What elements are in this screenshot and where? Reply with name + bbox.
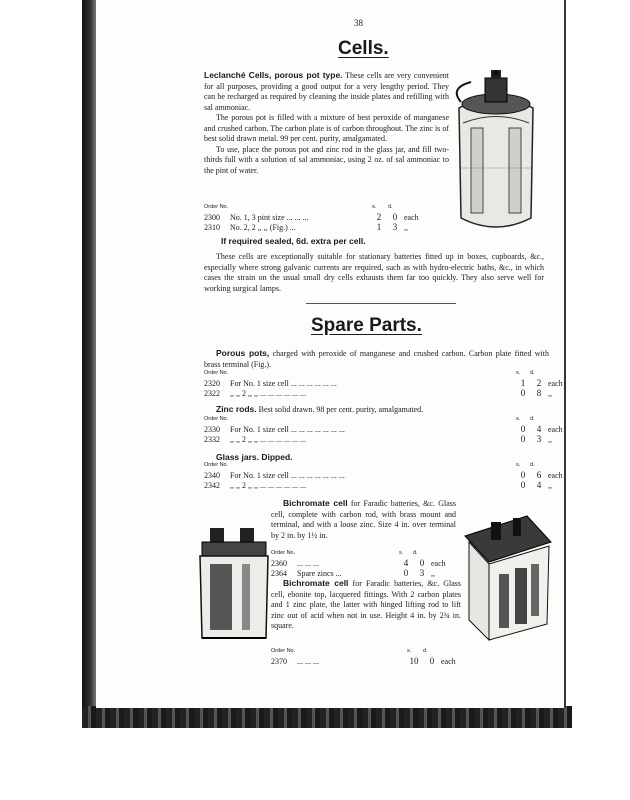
scan-edge-left bbox=[82, 0, 96, 720]
porous-pots-paragraph bbox=[204, 348, 549, 370]
cells-title: Cells. bbox=[338, 38, 389, 59]
shillings-label: s. bbox=[516, 416, 521, 422]
zinc-rods-text: Best solid drawn. 98 per cent. purity, amalgamated. bbox=[258, 405, 424, 414]
zinc-rods-heading: Zinc rods. bbox=[216, 404, 257, 414]
order-row bbox=[271, 656, 461, 666]
order-row bbox=[204, 388, 554, 398]
bichromate-cell-glass-illustration bbox=[196, 520, 274, 645]
order-header: Order No. bbox=[204, 370, 229, 376]
price-unit: ,, bbox=[431, 569, 435, 578]
leclanche-p3: To use, place the porous pot and zinc rod in the glass jar, and fill two-thirds full with a solution of sal ammoniac, using 2 oz. of sal ammoniac to the pint of water. bbox=[204, 144, 449, 175]
price-pence: 6 bbox=[536, 470, 542, 480]
sealed-note: If required sealed, 6d. extra per cell. bbox=[221, 236, 366, 246]
leclanche-intro-text: These cells are very convenient for all purposes, providing a good output for a very lengthy period. They can be recharged as required by cleaning the inside plates and refilling with sal ammoniac. bbox=[204, 71, 450, 112]
order-row bbox=[204, 424, 563, 434]
order-number: 2332 bbox=[204, 435, 220, 444]
leclanche-cell-illustration bbox=[441, 68, 551, 238]
order-description: For No. 1 size cell ... ... ... ... ... ... ... bbox=[230, 425, 345, 434]
order-row bbox=[204, 434, 554, 444]
leclanche-section bbox=[204, 70, 449, 176]
price-shillings: 0 bbox=[520, 388, 526, 398]
price-shillings: 1 bbox=[520, 378, 526, 388]
price-unit: each bbox=[404, 213, 419, 222]
order-description: ,, ,, 2 ,, ,, ... ... ... ... ... ... bbox=[230, 389, 306, 398]
order-description: No. 1, 3 pint size ... ... ... bbox=[230, 213, 309, 222]
price-shillings: 0 bbox=[403, 568, 409, 578]
catalogue-page bbox=[96, 0, 566, 708]
price-pence: 0 bbox=[419, 558, 425, 568]
price-shillings: 4 bbox=[403, 558, 409, 568]
price-shillings: 0 bbox=[520, 424, 526, 434]
order-header: Order No. bbox=[271, 550, 296, 556]
price-shillings: 0 bbox=[520, 434, 526, 444]
price-shillings: 1 bbox=[376, 222, 382, 232]
order-number: 2342 bbox=[204, 481, 220, 490]
price-unit: each bbox=[431, 559, 446, 568]
pence-label: d. bbox=[530, 416, 535, 422]
price-pence: 0 bbox=[429, 656, 435, 666]
order-number: 2300 bbox=[204, 213, 220, 222]
price-unit: ,, bbox=[548, 481, 552, 490]
bichromate-2-text: for Faradic batteries, &c. Glass cell, ebonite top, lacquered fittings. With 2 carbon plates and 1 zinc plate, the latter with hinged lifting rod to lift zinc out of acid when not in use. Height 4 in. by 2¾ in. square. bbox=[271, 579, 461, 630]
leclanche-heading: Leclanché Cells, porous pot type. bbox=[204, 70, 343, 80]
order-number: 2360 bbox=[271, 559, 287, 568]
pence-label: d. bbox=[530, 462, 535, 468]
price-shillings: 2 bbox=[376, 212, 382, 222]
porous-pots-heading: Porous pots, bbox=[216, 348, 270, 358]
order-header: Order No. bbox=[204, 416, 229, 422]
spare-parts-title: Spare Parts. bbox=[311, 315, 422, 336]
shillings-label: s. bbox=[516, 370, 521, 376]
order-number: 2370 bbox=[271, 657, 287, 666]
pence-label: d. bbox=[423, 648, 428, 654]
shillings-label: s. bbox=[399, 550, 404, 556]
zinc-rods-table bbox=[204, 416, 563, 444]
bichromate-cell-ebonite-illustration bbox=[461, 512, 553, 644]
leclanche-p2: The porous pot is filled with a mixture of best peroxide of manganese and crushed carbon. The carbon plate is of carbon throughout. The zinc is of best solid drawn metal. 99 per cent. purity, amalgamated. bbox=[204, 113, 449, 143]
price-pence: 0 bbox=[392, 212, 398, 222]
price-shillings: 0 bbox=[520, 480, 526, 490]
shillings-label: s. bbox=[372, 204, 377, 210]
bichromate-2-paragraph bbox=[271, 578, 461, 632]
order-row bbox=[204, 470, 563, 480]
zinc-rods-paragraph bbox=[204, 404, 549, 416]
price-shillings: 10 bbox=[409, 656, 419, 666]
order-description: Spare zincs ... bbox=[297, 569, 342, 578]
order-number: 2322 bbox=[204, 389, 220, 398]
bichromate-1-heading: Bichromate cell bbox=[283, 498, 348, 508]
order-number: 2310 bbox=[204, 223, 220, 232]
order-description: ... ... ... bbox=[297, 657, 319, 666]
price-pence: 3 bbox=[536, 434, 542, 444]
order-description: ... ... ... bbox=[297, 559, 319, 568]
cells-closing-paragraph: These cells are exceptionally suitable for stationary batteries fitted up in boxes, cupboards, &c., especially where strong galvanic currents are required, such as with hydro-electric baths, &c., in which cases the strain on the usual small dry cells exhausts them far too quickly. They also serve well for working surgical lamps. bbox=[204, 252, 544, 293]
price-pence: 2 bbox=[536, 378, 542, 388]
price-pence: 8 bbox=[536, 388, 542, 398]
order-header: Order No. bbox=[271, 648, 296, 654]
bichromate-1-table bbox=[271, 550, 461, 578]
order-description: No. 2, 2 ,, ,, (Fig.) ... bbox=[230, 223, 296, 232]
bichromate-2-table bbox=[271, 648, 461, 666]
leclanche-intro bbox=[204, 70, 449, 113]
order-number: 2320 bbox=[204, 379, 220, 388]
price-unit: each bbox=[548, 471, 563, 480]
scan-edge-bottom bbox=[82, 706, 572, 728]
order-number: 2364 bbox=[271, 569, 287, 578]
bichromate-1-text: for Faradic batteries, &c. Glass cell, complete with carbon rod, with brass mount and terminal, and with a loose zinc. Size 4 in. over terminal by 2 in. by 1½ in. bbox=[271, 499, 457, 540]
price-unit: ,, bbox=[548, 435, 552, 444]
order-description: For No. 1 size cell ... ... ... ... ... ... ... bbox=[230, 471, 345, 480]
price-unit: each bbox=[548, 379, 563, 388]
order-header: Order No. bbox=[204, 204, 229, 210]
shillings-label: s. bbox=[516, 462, 521, 468]
leclanche-order-table bbox=[204, 204, 449, 232]
porous-pots-text: charged with peroxide of manganese and crushed carbon. Carbon plate fitted with brass terminal (Fig.). bbox=[204, 349, 549, 369]
price-pence: 4 bbox=[536, 480, 542, 490]
order-row bbox=[271, 558, 461, 568]
glass-jars-heading: Glass jars. Dipped. bbox=[216, 452, 293, 462]
price-pence: 3 bbox=[419, 568, 425, 578]
order-header: Order No. bbox=[204, 462, 229, 468]
order-row bbox=[271, 568, 461, 578]
pence-label: d. bbox=[530, 370, 535, 376]
order-description: For No. 1 size cell ... ... ... ... ... ... bbox=[230, 379, 337, 388]
price-shillings: 0 bbox=[520, 470, 526, 480]
pence-label: d. bbox=[388, 204, 393, 210]
order-number: 2330 bbox=[204, 425, 220, 434]
price-pence: 3 bbox=[392, 222, 398, 232]
price-unit: each bbox=[441, 657, 456, 666]
price-pence: 4 bbox=[536, 424, 542, 434]
order-row bbox=[204, 212, 449, 222]
order-row bbox=[204, 480, 554, 490]
price-unit: ,, bbox=[548, 389, 552, 398]
order-description: ,, ,, 2 ,, ,, ... ... ... ... ... ... bbox=[230, 481, 306, 490]
order-row bbox=[204, 378, 563, 388]
section-divider bbox=[306, 303, 456, 304]
shillings-label: s. bbox=[407, 648, 412, 654]
price-unit: each bbox=[548, 425, 563, 434]
price-unit: ,, bbox=[404, 223, 408, 232]
glass-jars-table bbox=[204, 462, 563, 490]
porous-pots-table bbox=[204, 370, 563, 398]
bichromate-1-paragraph bbox=[271, 498, 456, 541]
order-description: ,, ,, 2 ,, ,, ... ... ... ... ... ... bbox=[230, 435, 306, 444]
order-row bbox=[204, 222, 449, 232]
page-number: 38 bbox=[354, 18, 363, 28]
order-number: 2340 bbox=[204, 471, 220, 480]
bichromate-2-heading: Bichromate cell bbox=[283, 578, 349, 588]
pence-label: d. bbox=[413, 550, 418, 556]
